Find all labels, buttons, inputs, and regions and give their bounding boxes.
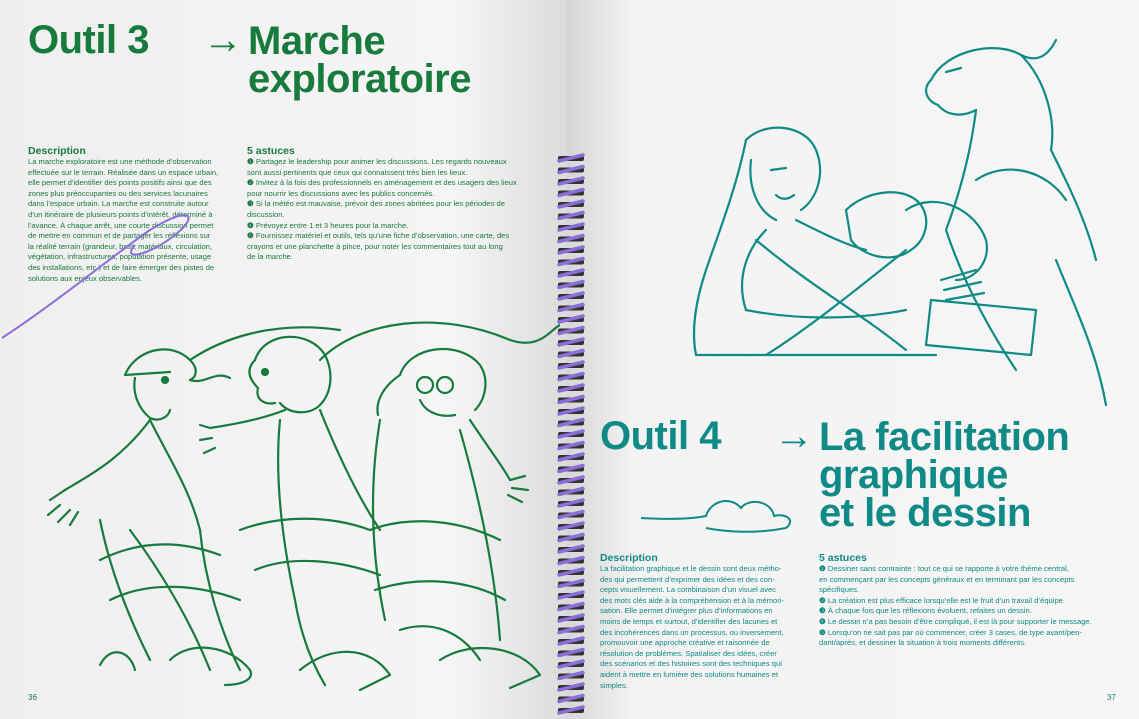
tool-number-3: Outil 3 [28, 18, 149, 62]
tip-line [819, 628, 1119, 639]
tip-line [819, 617, 1119, 628]
tip-text: discussion. [247, 209, 285, 219]
description-heading: Description [600, 552, 658, 564]
text-line: végétation, infrastructures, population présente, usage [28, 252, 212, 262]
text-line: solutions aux enjeux observables. [28, 273, 142, 283]
left-page [0, 0, 566, 719]
title-line: Marche [248, 19, 386, 63]
tip-text: Dessiner sans contrainte : tout ce qui se rapporte à votre thème central, [827, 564, 1069, 573]
title-line: et le dessin [819, 491, 1031, 535]
spiral-binding [556, 150, 586, 719]
page-number-right: 37 [1107, 693, 1116, 702]
text-line: promouvoir une approche créative et raisonnée de [600, 638, 770, 648]
text-line: dans l’espace urbain. La marche est construite autour [28, 199, 209, 209]
walking-people-illustration [40, 300, 560, 700]
tip-text: de la marche. [247, 252, 294, 262]
text-line: des incohérences dans un processus, ou inversement, [600, 627, 784, 637]
tip-number: ❶ [247, 157, 256, 166]
text-line: résolution de problèmes. Spatialiser des idées, créer [600, 648, 777, 658]
tip-number: ❷ [247, 178, 256, 188]
text-line: zones plus préoccupantes ou des services lacunaires [28, 188, 208, 198]
tip-text: pour nourrir les discussions avec les publics concernés. [247, 188, 435, 198]
tip-text: Lorsqu’on ne sait pas par où commencer, créer 3 cases, de type avant/pen- [827, 627, 1083, 637]
tip-text: Prévoyez entre 1 et 3 heures pour la marche. [255, 220, 409, 230]
tips-list [819, 564, 1119, 649]
tip-text: Partagez le leadership pour animer les discussions. Les regards nouveaux [255, 157, 507, 166]
tip-line [819, 596, 1119, 607]
tip-text: À chaque fois que les réflexions évoluent, refaites un dessin. [827, 606, 1032, 616]
tip-text: sont aussi pertinents que ceux qui connaissent très bien les lieux. [247, 167, 468, 177]
text-line: La facilitation graphique et le dessin sont deux métho- [600, 564, 782, 573]
text-line: simples. [600, 680, 628, 690]
tip-number: ❷ [819, 595, 828, 605]
title-line: graphique [819, 453, 1008, 497]
text-line: moins de temps et surtout, d’identifier des lacunes et [600, 616, 778, 626]
text-line: l’avance. À chaque arrêt, une courte discussion permet [28, 220, 214, 230]
tip-text: en commençant par les concepts généraux et en terminant par les concepts [819, 574, 1075, 584]
tip-line [819, 606, 1119, 617]
tip-text: crayons et une planchette à pince, pour noter les commentaires tout au long [247, 241, 503, 251]
title-line: exploratoire [248, 57, 471, 101]
text-line: des qui permettent d’exprimer des idées et des con- [600, 574, 775, 584]
tip-number: ❸ [819, 606, 828, 616]
tips-heading: 5 astuces [819, 552, 867, 564]
tip-number: ❹ [819, 616, 828, 626]
tip-number: ❶ [819, 564, 828, 573]
tip-text: spécifiques. [819, 585, 860, 595]
text-line: des scénarios et des histoires sont des techniques qui [600, 659, 782, 669]
tip-number: ❸ [247, 199, 256, 209]
tip-line [819, 585, 1119, 596]
tip-text: La création est plus efficace lorsqu’elle est le fruit d’un travail d’équipe. [827, 595, 1066, 605]
arrow-icon: → [203, 18, 243, 62]
title-line: La facilitation [819, 415, 1070, 459]
text-line: d’un itinéraire de plusieurs points d’intérêt, déterminé à [28, 209, 213, 219]
text-line: des mots clés aide à la compréhension et à la mémori- [600, 595, 785, 605]
tip-line [819, 575, 1119, 586]
description-body [600, 564, 810, 691]
tip-text: dant/après, et dessiner la situation à trois moments différents. [819, 638, 1027, 648]
text-line: elle permet d’identifier des points positifs ainsi que des [28, 178, 212, 188]
tip-text: Le dessin n’a pas besoin d’être compliqué, il est là pour supporter le message. [827, 616, 1092, 626]
tip-number: ❺ [247, 231, 256, 241]
tip-text: Invitez à la fois des professionnels en aménagement et des usagers des lieux [255, 178, 517, 188]
page-number-left: 36 [28, 693, 37, 702]
text-line: des installations, etc.) et de faire émerger des pistes de [28, 262, 215, 272]
description-heading: Description [28, 145, 86, 157]
text-line: La marche exploratoire est une méthode d’observation [28, 157, 212, 166]
right-page [566, 0, 1139, 719]
tips-heading: 5 astuces [247, 145, 295, 157]
tool-number-4: Outil 4 [600, 414, 721, 458]
cloud-doodle [636, 488, 816, 538]
tip-line [819, 564, 1119, 575]
text-line: effectuée sur le terrain. Réalisée dans un espace urbain, [28, 167, 219, 177]
tool-title-4 [819, 415, 1070, 535]
text-line: cepts visuellement. La combinaison d’un visuel avec [600, 585, 777, 595]
text-line: de mettre en commun et de partager les réflexions sur [28, 231, 211, 241]
tip-number: ❺ [819, 627, 828, 637]
tip-text: Si la météo est mauvaise, prévoir des zones abritées pour les périodes de [255, 199, 505, 209]
tip-text: Fournissez matériel et outils, tels qu’une fiche d’observation, une carte, des [255, 231, 510, 241]
tip-number: ❹ [247, 220, 256, 230]
drawing-people-illustration [676, 10, 1116, 410]
text-line: sation. Elle permet d’intégrer plus d’informations en [600, 606, 773, 616]
tip-line [819, 638, 1119, 649]
arrow-icon: → [774, 414, 814, 458]
text-line: la réalité terrain (grandeur, bruit, matériaux, circulation, [28, 241, 213, 251]
text-line: aident à mettre en lumière des solutions humaines et [600, 669, 779, 679]
